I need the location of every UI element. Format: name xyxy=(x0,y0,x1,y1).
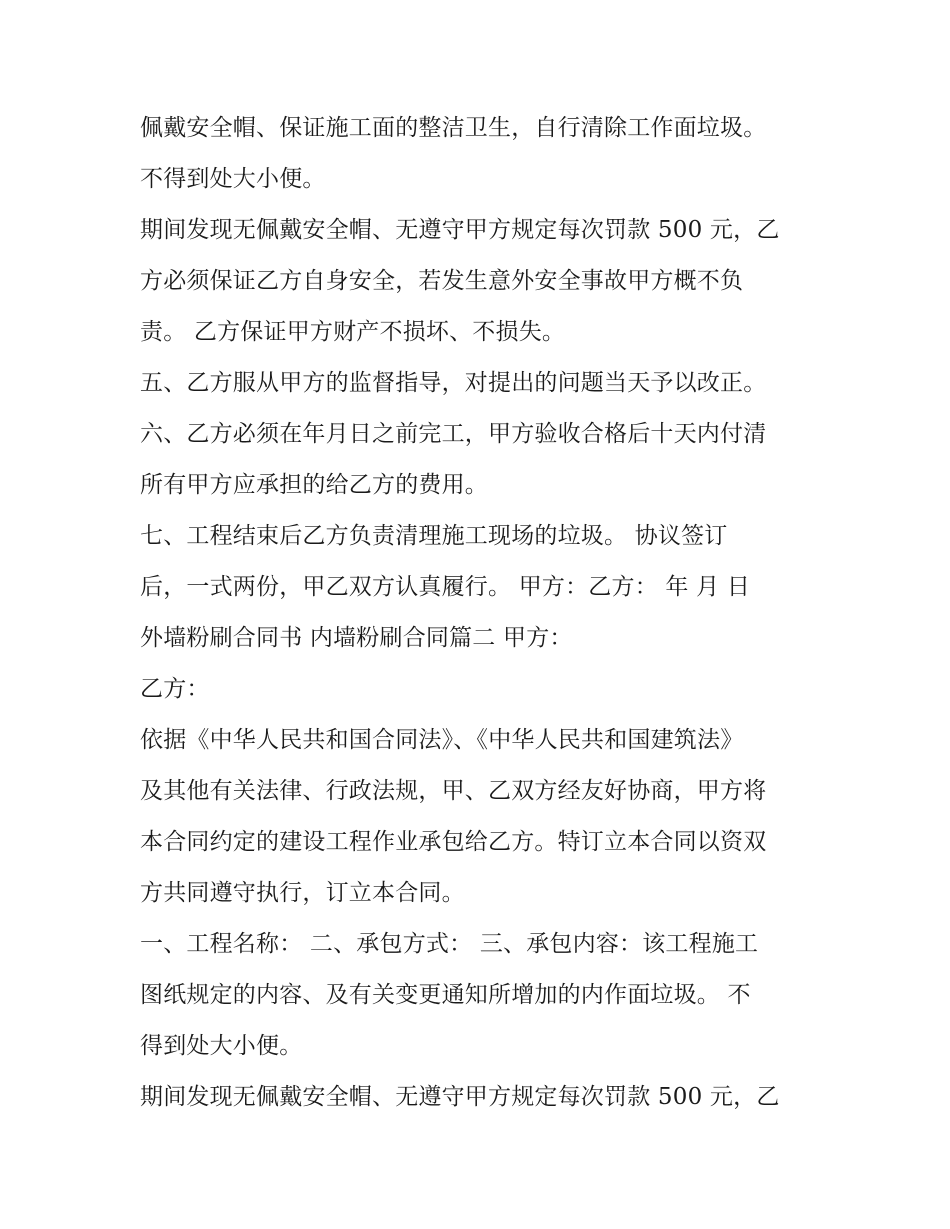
text-line: 图纸规定的内容、及有关变更通知所增加的内作面垃圾。 不 xyxy=(140,982,751,1008)
text-line: 得到处大小便。 xyxy=(140,1033,303,1059)
text-line: 乙方： xyxy=(140,676,210,702)
text-line: 所有甲方应承担的给乙方的费用。 xyxy=(140,472,488,498)
text-line: 责。 乙方保证甲方财产不损坏、不损失。 xyxy=(140,319,566,345)
text-line: 一、工程名称： 二、承包方式： 三、承包内容：该工程施工 xyxy=(140,931,759,957)
text-line: 方必须保证乙方自身安全，若发生意外安全事故甲方概不负 xyxy=(140,268,744,294)
text-line: 期间发现无佩戴安全帽、无遵守甲方规定每次罚款 500 元，乙 xyxy=(140,1084,780,1110)
text-line: 方共同遵守执行，订立本合同。 xyxy=(140,880,465,906)
text-line: 及其他有关法律、行政法规，甲、乙双方经友好协商，甲方将 xyxy=(140,778,767,804)
text-line: 六、乙方必须在年月日之前完工，甲方验收合格后十天内付清 xyxy=(140,421,767,447)
text-line: 七、工程结束后乙方负责清理施工现场的垃圾。 协议签订 xyxy=(140,523,728,549)
text-line: 佩戴安全帽、保证施工面的整洁卫生，自行清除工作面垃圾。 xyxy=(140,115,767,141)
text-line: 外墙粉刷合同书 内墙粉刷合同篇二 甲方： xyxy=(140,625,573,651)
text-line: 后，一式两份，甲乙双方认真履行。 甲方：乙方： 年 月 日 xyxy=(140,574,751,600)
text-line: 本合同约定的建设工程作业承包给乙方。特订立本合同以资双 xyxy=(140,829,767,855)
text-line: 五、乙方服从甲方的监督指导，对提出的问题当天予以改正。 xyxy=(140,370,767,396)
text-line: 不得到处大小便。 xyxy=(140,166,326,192)
text-line: 依据《中华人民共和国合同法》、《中华人民共和国建筑法》 xyxy=(140,727,744,753)
text-line: 期间发现无佩戴安全帽、无遵守甲方规定每次罚款 500 元，乙 xyxy=(140,217,780,243)
